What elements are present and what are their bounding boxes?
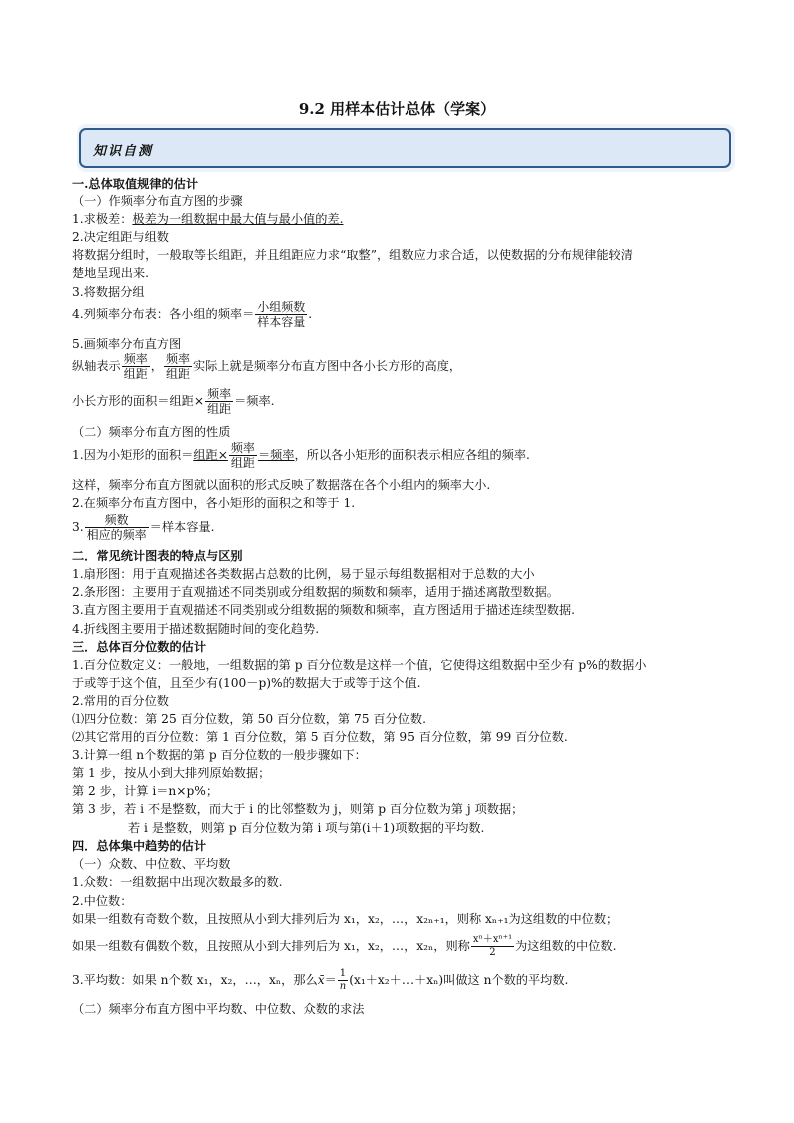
- percentile-def-a: 1.百分位数定义：一般地，一组数据的第 p 百分位数是这样一个值，它使得这组数据中至少有 p%的数据小: [72, 658, 647, 672]
- fraction-median: [471, 934, 514, 959]
- step-4: [72, 300, 312, 329]
- common-percentiles: 2.常用的百分位数: [72, 694, 169, 708]
- property-1-note: 这样，频率分布直方图就以面积的形式反映了数据落在各个小组内的频率大小.: [72, 478, 491, 492]
- section-2-heading: 二．常见统计图表的特点与区别: [72, 549, 243, 563]
- chart-type-3: 3.直方图主要用于直观描述不同类别或分组数据的频数和频率，直方图适用于描述连续型数据.: [72, 603, 576, 617]
- vertical-axis-text: 纵轴表示: [72, 359, 121, 373]
- fraction-one-over-n: [338, 968, 348, 993]
- vertical-axis-text-2: 实际上就是频率分布直方图中各小长方形的高度，: [192, 359, 462, 373]
- rect-area-desc: [72, 387, 275, 416]
- fraction-den: 样本容量: [257, 315, 306, 329]
- section-4-heading: 四．总体集中趋势的估计: [72, 839, 207, 853]
- fraction-num: 1: [338, 968, 348, 981]
- chart-type-1: 1.扇形图：用于直观描述各类数据占总数的比例，易于显示每组数据相对于总数的大小: [72, 567, 535, 581]
- median-even: [72, 934, 616, 959]
- quartiles: ⑴四分位数：第 25 百分位数，第 50 百分位数，第 75 百分位数.: [72, 712, 426, 726]
- fraction-den: 相应的频率: [86, 528, 147, 542]
- property-1-end: ，所以各小矩形的面积表示相应各组的频率.: [294, 448, 530, 462]
- mean-symbol: x̄: [317, 973, 325, 987]
- banner-label: 知识自测: [93, 144, 154, 159]
- step-1: [72, 211, 343, 228]
- page-title: 9.2 用样本估计总体（学案）: [298, 100, 496, 118]
- fraction-num: 小组频数: [257, 300, 306, 314]
- mode-def: 1.众数：一组数据中出现次数最多的数.: [72, 875, 283, 889]
- chart-type-4: 4.折线图主要用于描述数据随时间的变化趋势.: [72, 622, 320, 636]
- percentile-def-b: 于或等于这个值，且至少有(100－p)%的数据大于或等于这个值.: [72, 676, 421, 690]
- mean-eq: ＝: [324, 973, 337, 987]
- fraction-freq-width-3: [205, 387, 233, 416]
- chart-type-2: 2.条形图：主要用于直观描述不同类别或分组数据的频数和频率，适用于描述离散型数据。: [72, 585, 559, 599]
- mean-def-end: (x₁＋x₂＋…＋xₙ)叫做这 n个数的平均数.: [349, 973, 569, 987]
- property-1-underlined: 组距×: [193, 448, 228, 462]
- fraction-den: 组距: [230, 456, 255, 470]
- section-banner: [79, 128, 731, 168]
- subheading-1-1: （一）作频率分布直方图的步骤: [72, 194, 243, 208]
- step-2: 2.决定组距与组数: [72, 230, 169, 244]
- percentile-step-3b: 若 i 是整数，则第 p 百分位数为第 i 项与第(i＋1)项数据的平均数.: [128, 821, 485, 835]
- percentile-step-2: 第 2 步，计算 i＝n×p%；: [72, 784, 219, 798]
- property-3: [72, 513, 214, 542]
- property-2: 2.在频率分布直方图中，各小矩形的面积之和等于 1.: [72, 496, 356, 510]
- fraction-num: 频数: [85, 513, 149, 528]
- fraction-num: 频率: [123, 352, 148, 366]
- median-label: 2.中位数：: [72, 894, 133, 908]
- property-1-text: 1.因为小矩形的面积＝: [72, 448, 194, 462]
- fraction-freq-width-4: [229, 441, 257, 470]
- section-3-heading: 三．总体百分位数的估计: [72, 640, 207, 654]
- mean-def-text: 3.平均数：如果 n个数 x₁，x₂，…，xₙ，那么: [72, 973, 318, 987]
- step-5: 5.画频率分布直方图: [72, 337, 182, 351]
- fraction-count-frequency: [85, 513, 149, 542]
- fraction-freq-width-2: [164, 352, 192, 381]
- step-4-text: 4.列频率分布表：各小组的频率＝: [72, 307, 255, 321]
- step-4-end: .: [308, 307, 313, 321]
- step-2-desc-b: 楚地呈现出来.: [72, 266, 149, 280]
- percentile-steps: 3.计算一组 n个数据的第 p 百分位数的一般步骤如下：: [72, 748, 367, 762]
- step-2-desc-a: 将数据分组时，一般取等长组距，并且组距应力求“取整”，组数应力求合适，以使数据的分布规律能较清: [72, 248, 633, 262]
- median-even-text: 如果一组数有偶数个数，且按照从小到大排列后为 x₁，x₂，…，x₂ₙ，则称: [72, 939, 470, 953]
- step-3: 3.将数据分组: [72, 285, 145, 299]
- subheading-1-2: （二）频率分布直方图的性质: [72, 425, 231, 439]
- section-1-heading: 一.总体取值规律的估计: [72, 177, 199, 191]
- fraction-freq-width-1: [122, 352, 150, 381]
- fraction-num: 频率: [230, 441, 255, 455]
- fraction-group-frequency: [255, 300, 307, 329]
- median-even-end: 为这组数的中位数.: [515, 939, 617, 953]
- property-3-num: 3.: [72, 520, 84, 534]
- median-odd: 如果一组数有奇数个数，且按照从小到大排列后为 x₁，x₂，…，x₂ₙ₊₁，则称 xₙ₊₁为这组数的中位数；: [72, 912, 619, 926]
- subheading-4-1: （一）众数、中位数、平均数: [72, 857, 231, 871]
- property-1-result: ＝频率: [257, 448, 295, 462]
- property-1: [72, 441, 530, 470]
- other-percentiles: ⑵其它常用的百分位数：第 1 百分位数，第 5 百分位数，第 95 百分位数，第 99 百分位数.: [72, 730, 568, 744]
- subheading-4-2: （二）频率分布直方图中平均数、中位数、众数的求法: [72, 1002, 365, 1016]
- fraction-den: 组距: [165, 367, 190, 381]
- step-1-text: 极差为一组数据中最大值与最小值的差.: [132, 212, 344, 226]
- vertical-axis-desc: [72, 352, 461, 381]
- rect-area-text: 小长方形的面积＝组距×: [72, 394, 205, 408]
- fraction-den: 组距: [207, 402, 232, 416]
- rect-area-end: ＝频率.: [234, 394, 275, 408]
- fraction-num: 频率: [165, 352, 190, 366]
- fraction-den: n: [339, 981, 347, 992]
- fraction-num: xⁿ＋xⁿ⁺¹: [472, 934, 513, 945]
- comma: ，: [150, 359, 163, 373]
- fraction-den: 2: [489, 947, 496, 958]
- fraction-num: 频率: [207, 387, 232, 401]
- percentile-step-3a: 第 3 步，若 i 不是整数，而大于 i 的比邻整数为 j，则第 p 百分位数为第 j 项数据；: [72, 802, 524, 816]
- percentile-step-1: 第 1 步，按从小到大排列原始数据；: [72, 766, 271, 780]
- mean-def: [72, 968, 568, 993]
- fraction-den: 组距: [123, 367, 148, 381]
- step-1-label: 1.求极差：: [72, 212, 133, 226]
- property-3-end: ＝样本容量.: [149, 520, 215, 534]
